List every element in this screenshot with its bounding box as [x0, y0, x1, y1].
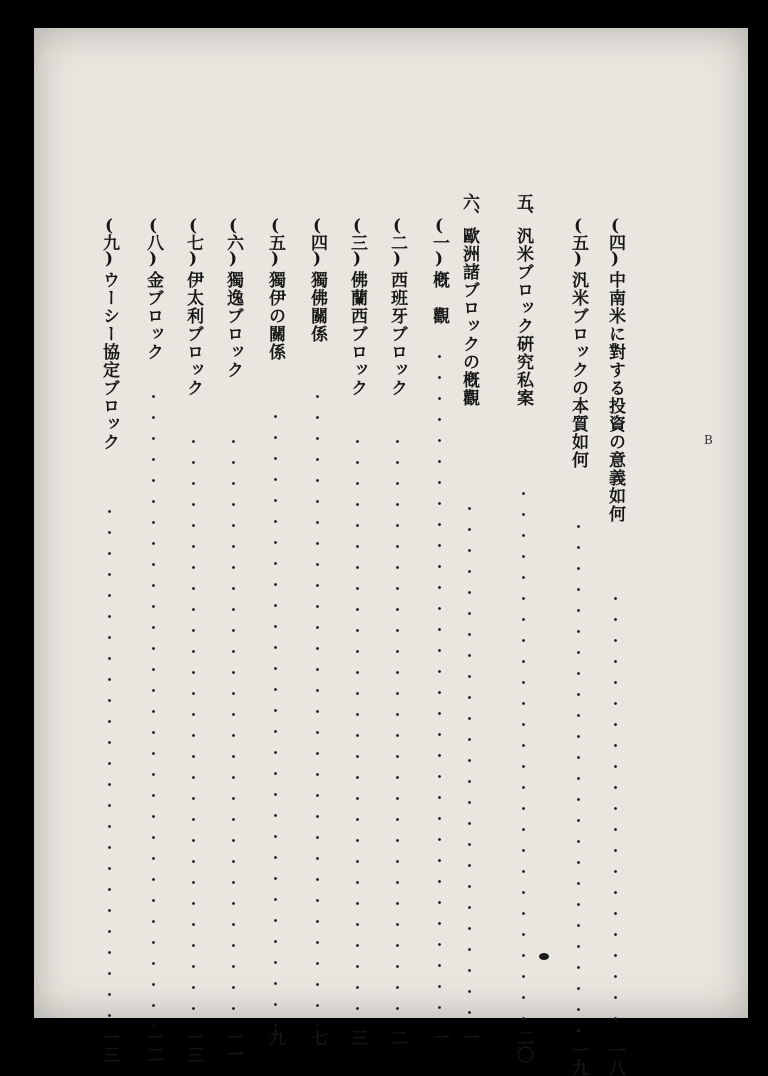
- toc-leader-dots: [232, 431, 235, 1026]
- toc-title: 獨伊の關係: [265, 271, 285, 361]
- toc-page-number: 二〇: [513, 1029, 533, 1063]
- toc-marker: (七): [183, 216, 203, 267]
- toc-leader-dots: [316, 386, 319, 1026]
- toc-leader-dots: [522, 483, 525, 1023]
- toc-marker: (五): [265, 216, 285, 267]
- toc-title: ウーシー協定ブロック: [99, 271, 119, 451]
- toc-marker: (五): [568, 216, 588, 267]
- toc-marker: (二): [387, 216, 407, 267]
- toc-leader-dots: [274, 406, 277, 1026]
- toc-title: 西班牙ブロック: [387, 271, 407, 397]
- toc-page-number: 一三: [183, 1029, 203, 1063]
- toc-page-number: 七: [307, 1029, 327, 1046]
- toc-page-number: 一一: [223, 1029, 243, 1063]
- toc-title: 槪 觀: [429, 271, 449, 325]
- toc-title: 獨逸ブロック: [223, 271, 243, 379]
- toc-leader-dots: [468, 498, 471, 1023]
- toc-page-number: 一九: [568, 1042, 588, 1076]
- toc-marker: 六、: [459, 193, 479, 223]
- toc-marker: (九): [99, 216, 119, 267]
- toc-leader-dots: [108, 501, 111, 1026]
- page-mark: B: [704, 433, 713, 447]
- toc-title: 金ブロック: [143, 271, 163, 361]
- toc-title: 汎米ブロック硏究私案: [513, 227, 533, 407]
- toc-leader-dots: [438, 346, 441, 1016]
- toc-leader-dots: [396, 431, 399, 1026]
- toc-marker: (一): [429, 216, 449, 267]
- toc-page-number: 三: [347, 1029, 367, 1046]
- toc-title: 獨佛關係: [307, 271, 327, 343]
- toc-leader-dots: [192, 431, 195, 1026]
- toc-page-number: 一: [429, 1029, 449, 1046]
- toc-title: 汎米ブロックの本質如何: [568, 271, 588, 469]
- toc-page-number: 九: [265, 1029, 285, 1046]
- toc-leader-dots: [152, 386, 155, 1026]
- toc-page-number: 二: [387, 1029, 407, 1046]
- toc-title: 佛蘭西ブロック: [347, 271, 367, 397]
- toc-title: 歐洲諸ブロックの槪觀: [459, 227, 479, 407]
- toc-page-number: 一三: [99, 1029, 119, 1063]
- toc-page-number: 一: [459, 1029, 479, 1046]
- toc-marker: (三): [347, 216, 367, 267]
- toc-marker: (四): [307, 216, 327, 267]
- toc-marker: (八): [143, 216, 163, 267]
- document-page: [34, 28, 748, 1076]
- toc-title: 中南米に對する投資の意義如何: [605, 271, 625, 523]
- toc-page-number: 一八: [605, 1042, 625, 1076]
- toc-marker: (四): [605, 216, 625, 267]
- toc-title: 伊太利ブロック: [183, 271, 203, 397]
- toc-leader-dots: [356, 431, 359, 1026]
- toc-leader-dots: [614, 588, 617, 1036]
- toc-marker: 五、: [513, 193, 533, 223]
- toc-page-number: 一二: [143, 1029, 163, 1063]
- ink-blot: [539, 953, 549, 960]
- toc-leader-dots: [577, 516, 580, 1036]
- toc-marker: (六): [223, 216, 243, 267]
